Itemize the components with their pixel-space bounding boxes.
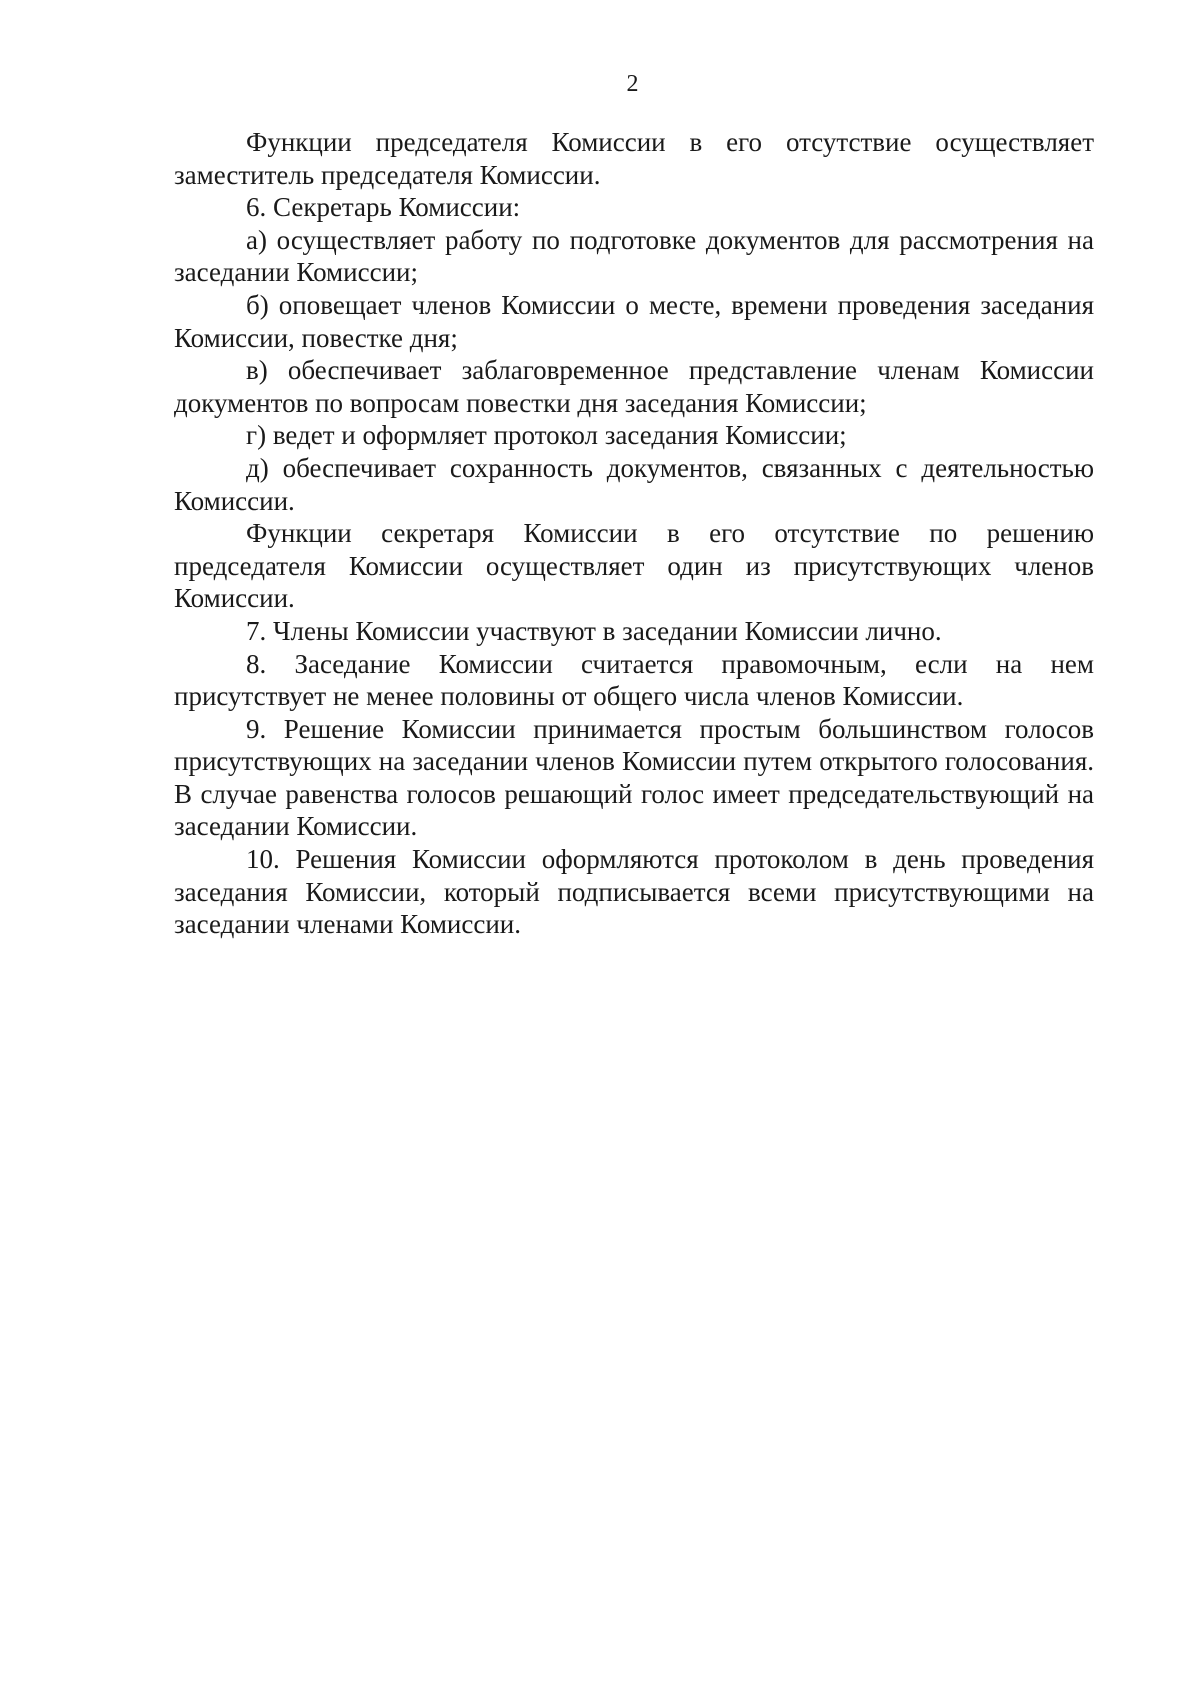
- paragraph-chairman-functions: Функции председателя Комиссии в его отсутствие осуществляет заместитель председателя Комиссии.: [174, 127, 1094, 190]
- paragraph-8: 8. Заседание Комиссии считается правомочным, если на нем присутствует не менее половины от общего числа членов Комиссии.: [174, 648, 1094, 712]
- paragraph-6g: г) ведет и оформляет протокол заседания Комиссии;: [246, 420, 847, 451]
- paragraph-secretary-functions: Функции секретаря Комиссии в его отсутствие по решению председателя Комиссии осуществляет один из присутствующих членов Комиссии.: [174, 518, 1094, 614]
- paragraph-7: 7. Члены Комиссии участвуют в заседании Комиссии лично.: [246, 615, 942, 646]
- paragraph-10: 10. Решения Комиссии оформляются протоколом в день проведения заседания Комиссии, который подписывается всеми присутствующими на заседании членами Комиссии.: [174, 844, 1094, 940]
- paragraph-6a: а) осуществляет работу по подготовке документов для рассмотрения на заседании Комиссии;: [174, 224, 1094, 288]
- paragraph-6d: д) обеспечивает сохранность документов, связанных с деятельностью Комиссии.: [174, 452, 1094, 516]
- page-number: 2: [626, 71, 639, 97]
- paragraph-6v: в) обеспечивает заблаговременное представление членам Комиссии документов по вопросам повестки дня заседания Комиссии;: [174, 355, 1094, 418]
- paragraph-9: 9. Решение Комиссии принимается простым большинством голосов присутствующих на заседании членов Комиссии путем открытого голосования. В случае равенства голосов решающий голос имеет председательствующий на заседании Комиссии.: [174, 713, 1094, 842]
- paragraph-6-secretary: 6. Секретарь Комиссии:: [246, 192, 521, 223]
- document-body: [174, 126, 1094, 941]
- paragraph-6b: б) оповещает членов Комиссии о месте, времени проведения заседания Комиссии, повестке дня;: [174, 289, 1094, 353]
